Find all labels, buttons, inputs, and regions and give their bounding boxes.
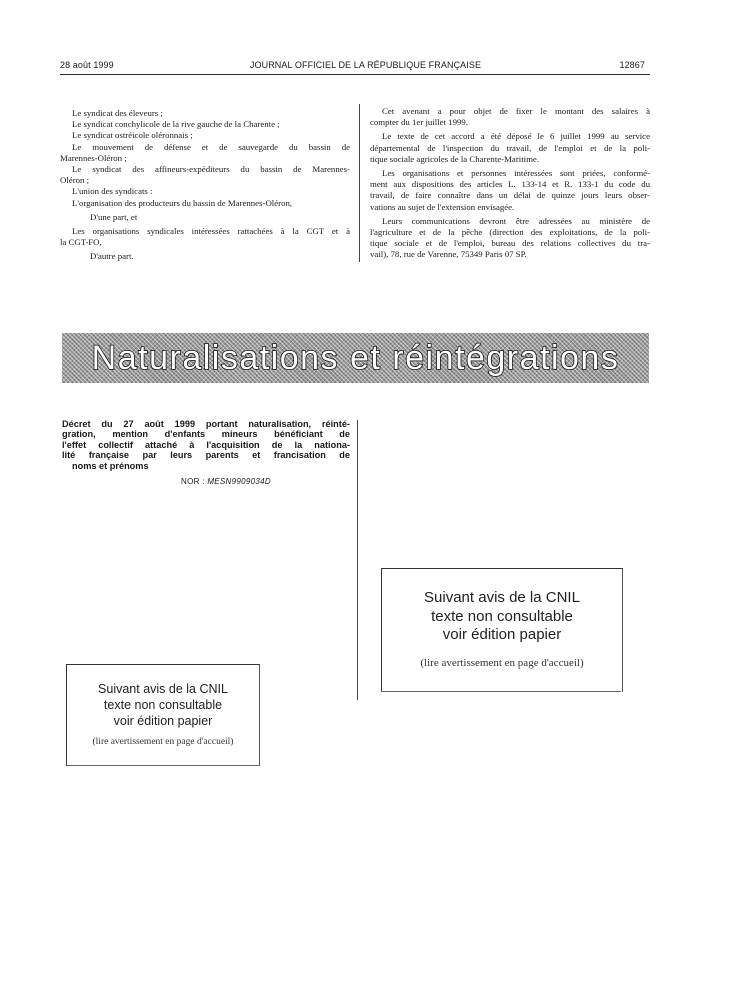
notice-note: (lire avertissement en page d'accueil) [420, 656, 584, 669]
notice-note: (lire avertissement en page d'accueil) [92, 737, 234, 747]
cnil-notice-right [381, 568, 623, 692]
section-banner [62, 333, 649, 383]
left-text-column [60, 108, 350, 263]
text-line: L'organisation des producteurs du bassin de Marennes-Oléron, [72, 197, 293, 208]
notice-bottom-rule [381, 691, 621, 692]
decree-title-line: l'effet collectif attaché à l'acquisition de la nationa- [62, 439, 350, 450]
text-line: Les organisations syndicales intéressées rattachées à la CGT et à [72, 226, 350, 237]
text-line: Le syndicat ostréicole oléronnais ; [72, 130, 193, 141]
text-line: vail), 78, rue de Varenne, 75349 Paris 07 SP. [370, 249, 527, 260]
text-line: vations au sujet de l'extension envisagée. [370, 201, 515, 212]
text-line: l'agriculture et de la pêche (direction des exploitations, de la poli- [370, 227, 650, 238]
nor-code: MESN9909034D [207, 477, 271, 486]
text-line: départemental de l'inspection du travail, de l'emploi et de la poli- [370, 142, 650, 153]
header-date: 28 août 1999 [60, 60, 114, 70]
text-line: L'union des syndicats : [72, 186, 153, 197]
notice-line: texte non consultable [431, 607, 573, 625]
text-line: Le mouvement de défense et de sauvegarde du bassin de [72, 141, 350, 152]
text-line: tique sociale agricoles de la Charente-Maritime. [370, 153, 540, 164]
text-line: Le syndicat des affineurs-expéditeurs du bassin de Marennes- [72, 164, 350, 175]
nor-label: NOR : [181, 477, 205, 486]
notice-line: Suivant avis de la CNIL [98, 682, 228, 696]
decree-title-line: Décret du 27 août 1999 portant naturalisation, réinté- [62, 419, 350, 429]
cnil-notice-left [66, 664, 260, 766]
text-line: ment aux dispositions des articles L. 133-14 et R. 133-1 du code du [370, 179, 650, 190]
decree-title-line: lité française par leurs parents et francisation de [62, 450, 350, 461]
nor-reference [62, 477, 350, 486]
notice-line: voir édition papier [442, 626, 562, 643]
decree-title-line: gration, mention d'enfants mineurs bénéficiant de [62, 429, 350, 440]
right-text-column [370, 106, 650, 261]
text-line: Marennes-Oléron ; [60, 152, 127, 163]
header-rule [60, 74, 650, 75]
journal-title: JOURNAL OFFICIEL DE LA RÉPUBLIQUE FRANÇAISE [249, 60, 482, 70]
notice-bottom-rule [67, 765, 259, 766]
text-line: tique sociale et de l'emploi, bureau des relations collectives du tra- [370, 238, 650, 249]
text-line: compter du 1er juillet 1999. [370, 117, 468, 128]
text-line: Oléron ; [60, 175, 90, 186]
text-line: D'autre part. [90, 251, 134, 262]
text-line: Les organisations et personnes intéressées sont priées, conformé- [382, 168, 650, 179]
column-divider [359, 104, 360, 262]
decree-title [62, 419, 350, 471]
text-line: Cet avenant a pour objet de fixer le montant des salaires à [382, 106, 650, 116]
text-line: Le syndicat des éleveurs ; [72, 108, 163, 118]
text-line: D'une part, et [90, 211, 138, 222]
section-title: Naturalisations et réintégrations [91, 339, 620, 377]
page-number: 12867 [619, 60, 645, 70]
notice-line: texte non consultable [103, 698, 223, 712]
text-line: Le texte de cet accord a été déposé le 6 juillet 1999 au service [382, 131, 650, 142]
notice-line: voir édition papier [113, 714, 213, 728]
text-line: Leurs communications devront être adressées au ministère de [382, 215, 650, 226]
notice-line: Suivant avis de la CNIL [424, 589, 580, 606]
decree-title-line: noms et prénoms [72, 460, 149, 471]
column-divider [357, 420, 358, 700]
text-line: la CGT-FO, [60, 237, 102, 248]
text-line: travail, de faire connaître dans un délai de quinze jours leurs obser- [370, 190, 650, 201]
text-line: Le syndicat conchylicole de la rive gauche de la Charente ; [72, 119, 280, 130]
